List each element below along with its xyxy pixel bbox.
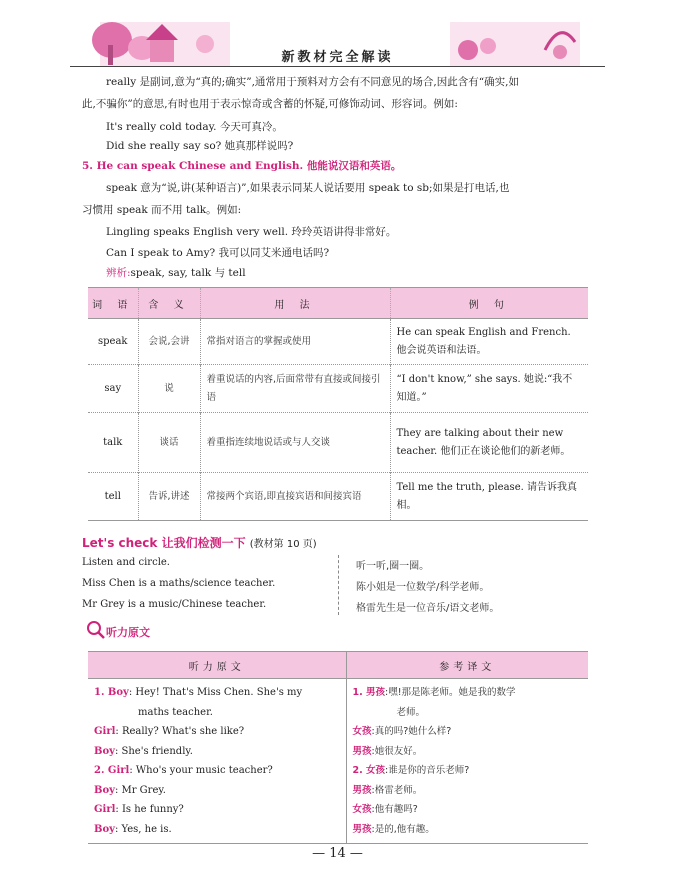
vocab-meaning: 谈话 <box>138 413 200 473</box>
col-header-word: 词 语 <box>88 288 138 319</box>
lets-check-title <box>82 534 317 551</box>
header-title: 新教材完全解读 <box>281 50 394 65</box>
list-item: Boy: Mr Grey. <box>94 784 166 796</box>
section-5-line-2: 习惯用 speak 而不用 talk。例如: <box>82 204 242 216</box>
check-en-3: Mr Grey is a music/Chinese teacher. <box>82 599 267 610</box>
table-row <box>88 365 588 413</box>
section-5-line-1: speak 意为“说,讲(某种语言)”,如果表示同某人说话要用 speak to sb;如果是打电话,也 <box>106 182 510 194</box>
check-zh-2: 陈小姐是一位数学/科学老师。 <box>356 582 490 593</box>
list-item: 老师。 <box>396 706 426 718</box>
lets-check-title-text: Let's check 让我们检测一下 <box>82 536 246 550</box>
vocab-meaning: 会说,会讲 <box>138 319 200 365</box>
analysis-line <box>106 265 246 281</box>
vocab-example: Tell me the truth, please. 请告诉我真相。 <box>390 473 588 521</box>
col-header-usage: 用 法 <box>200 288 390 319</box>
list-item: 2. Girl: Who's your music teacher? <box>94 765 273 776</box>
vocab-usage: 常接两个宾语,即直接宾语和间接宾语 <box>200 473 390 521</box>
listening-heading: 听力原文 <box>106 626 150 639</box>
list-item: 男孩:她很友好。 <box>352 745 423 757</box>
intro-line-2: 此,不骗你”的意思,有时也用于表示惊奇或含蓄的怀疑,可修饰动词、形容词。例如: <box>82 98 458 110</box>
page-header <box>0 0 675 70</box>
vocab-example: They are talking about their new teacher. 他们正在谈论他们的新老师。 <box>390 413 588 473</box>
vocab-word: talk <box>88 413 138 473</box>
listening-table <box>88 651 588 844</box>
list-item: 2. 女孩:谁是你的音乐老师? <box>352 765 470 776</box>
section-5-example-2: Can I speak to Amy? 我可以同艾米通电话吗? <box>106 247 330 259</box>
intro-example-2: Did she really say so? 她真那样说吗? <box>106 140 294 152</box>
intro-example-1: It's really cold today. 今天可真冷。 <box>106 121 283 133</box>
table-row <box>88 413 588 473</box>
vocab-comparison-table <box>88 287 588 521</box>
vocab-meaning: 说 <box>138 365 200 413</box>
check-zh-3: 格雷先生是一位音乐/语文老师。 <box>356 603 500 614</box>
section-5-heading: 5. He can speak Chinese and English. 他能说汉语和英语。 <box>82 160 402 172</box>
list-item: maths teacher. <box>138 706 213 718</box>
header-rule <box>70 66 605 67</box>
listening-table-header <box>88 652 588 679</box>
analysis-label: 辨析: <box>106 267 131 279</box>
check-divider <box>338 555 339 615</box>
vocab-word: say <box>88 365 138 413</box>
table-row <box>88 319 588 365</box>
col-header-transcript: 听力原文 <box>88 652 346 679</box>
list-item: 男孩:是的,他有趣。 <box>352 823 435 835</box>
list-item: Boy: She's friendly. <box>94 745 193 757</box>
translation-cell <box>346 679 588 844</box>
analysis-text: speak, say, talk 与 tell <box>130 267 246 279</box>
col-header-meaning: 含 义 <box>138 288 200 319</box>
section-5-example-1: Lingling speaks English very well. 玲玲英语讲得非常好。 <box>106 226 397 238</box>
list-item: 女孩:他有趣吗? <box>352 804 418 815</box>
table-row <box>88 473 588 521</box>
list-item: Girl: Really? What's she like? <box>94 726 245 737</box>
list-item: Girl: Is he funny? <box>94 804 184 815</box>
vocab-word: tell <box>88 473 138 521</box>
col-header-example: 例 句 <box>390 288 588 319</box>
list-item: 1. 男孩:嘿!那是陈老师。她是我的数学 <box>352 687 516 698</box>
transcript-cell <box>88 679 346 844</box>
check-en-1: Listen and circle. <box>82 557 170 568</box>
lets-check-ref: (教材第 10 页) <box>249 539 317 550</box>
table-row <box>88 679 588 844</box>
col-header-translation: 参考译文 <box>346 652 588 679</box>
vocab-table-header <box>88 288 588 319</box>
list-item: 男孩:格雷老师。 <box>352 784 423 796</box>
magnifier-icon <box>86 620 106 640</box>
page-number: — 14 — <box>312 846 363 861</box>
list-item: Boy: Yes, he is. <box>94 823 172 835</box>
check-en-2: Miss Chen is a maths/science teacher. <box>82 578 276 589</box>
vocab-usage: 着重说话的内容,后面常带有直接或间接引语 <box>200 365 390 413</box>
vocab-example: He can speak English and French. 他会说英语和法语。 <box>390 319 588 365</box>
vocab-meaning: 告诉,讲述 <box>138 473 200 521</box>
check-zh-1: 听一听,圈一圈。 <box>356 561 430 572</box>
vocab-example: “I don't know,” she says. 她说:“我不知道。” <box>390 365 588 413</box>
intro-line-1: really 是副词,意为“真的;确实”,通常用于预料对方会有不同意见的场合,因此含有“确实,如 <box>106 76 519 88</box>
list-item: 女孩:真的吗?她什么样? <box>352 726 452 737</box>
vocab-usage: 着重指连续地说话或与人交谈 <box>200 413 390 473</box>
vocab-word: speak <box>88 319 138 365</box>
list-item: 1. Boy: Hey! That's Miss Chen. She's my <box>94 687 303 698</box>
vocab-usage: 常指对语言的掌握或使用 <box>200 319 390 365</box>
